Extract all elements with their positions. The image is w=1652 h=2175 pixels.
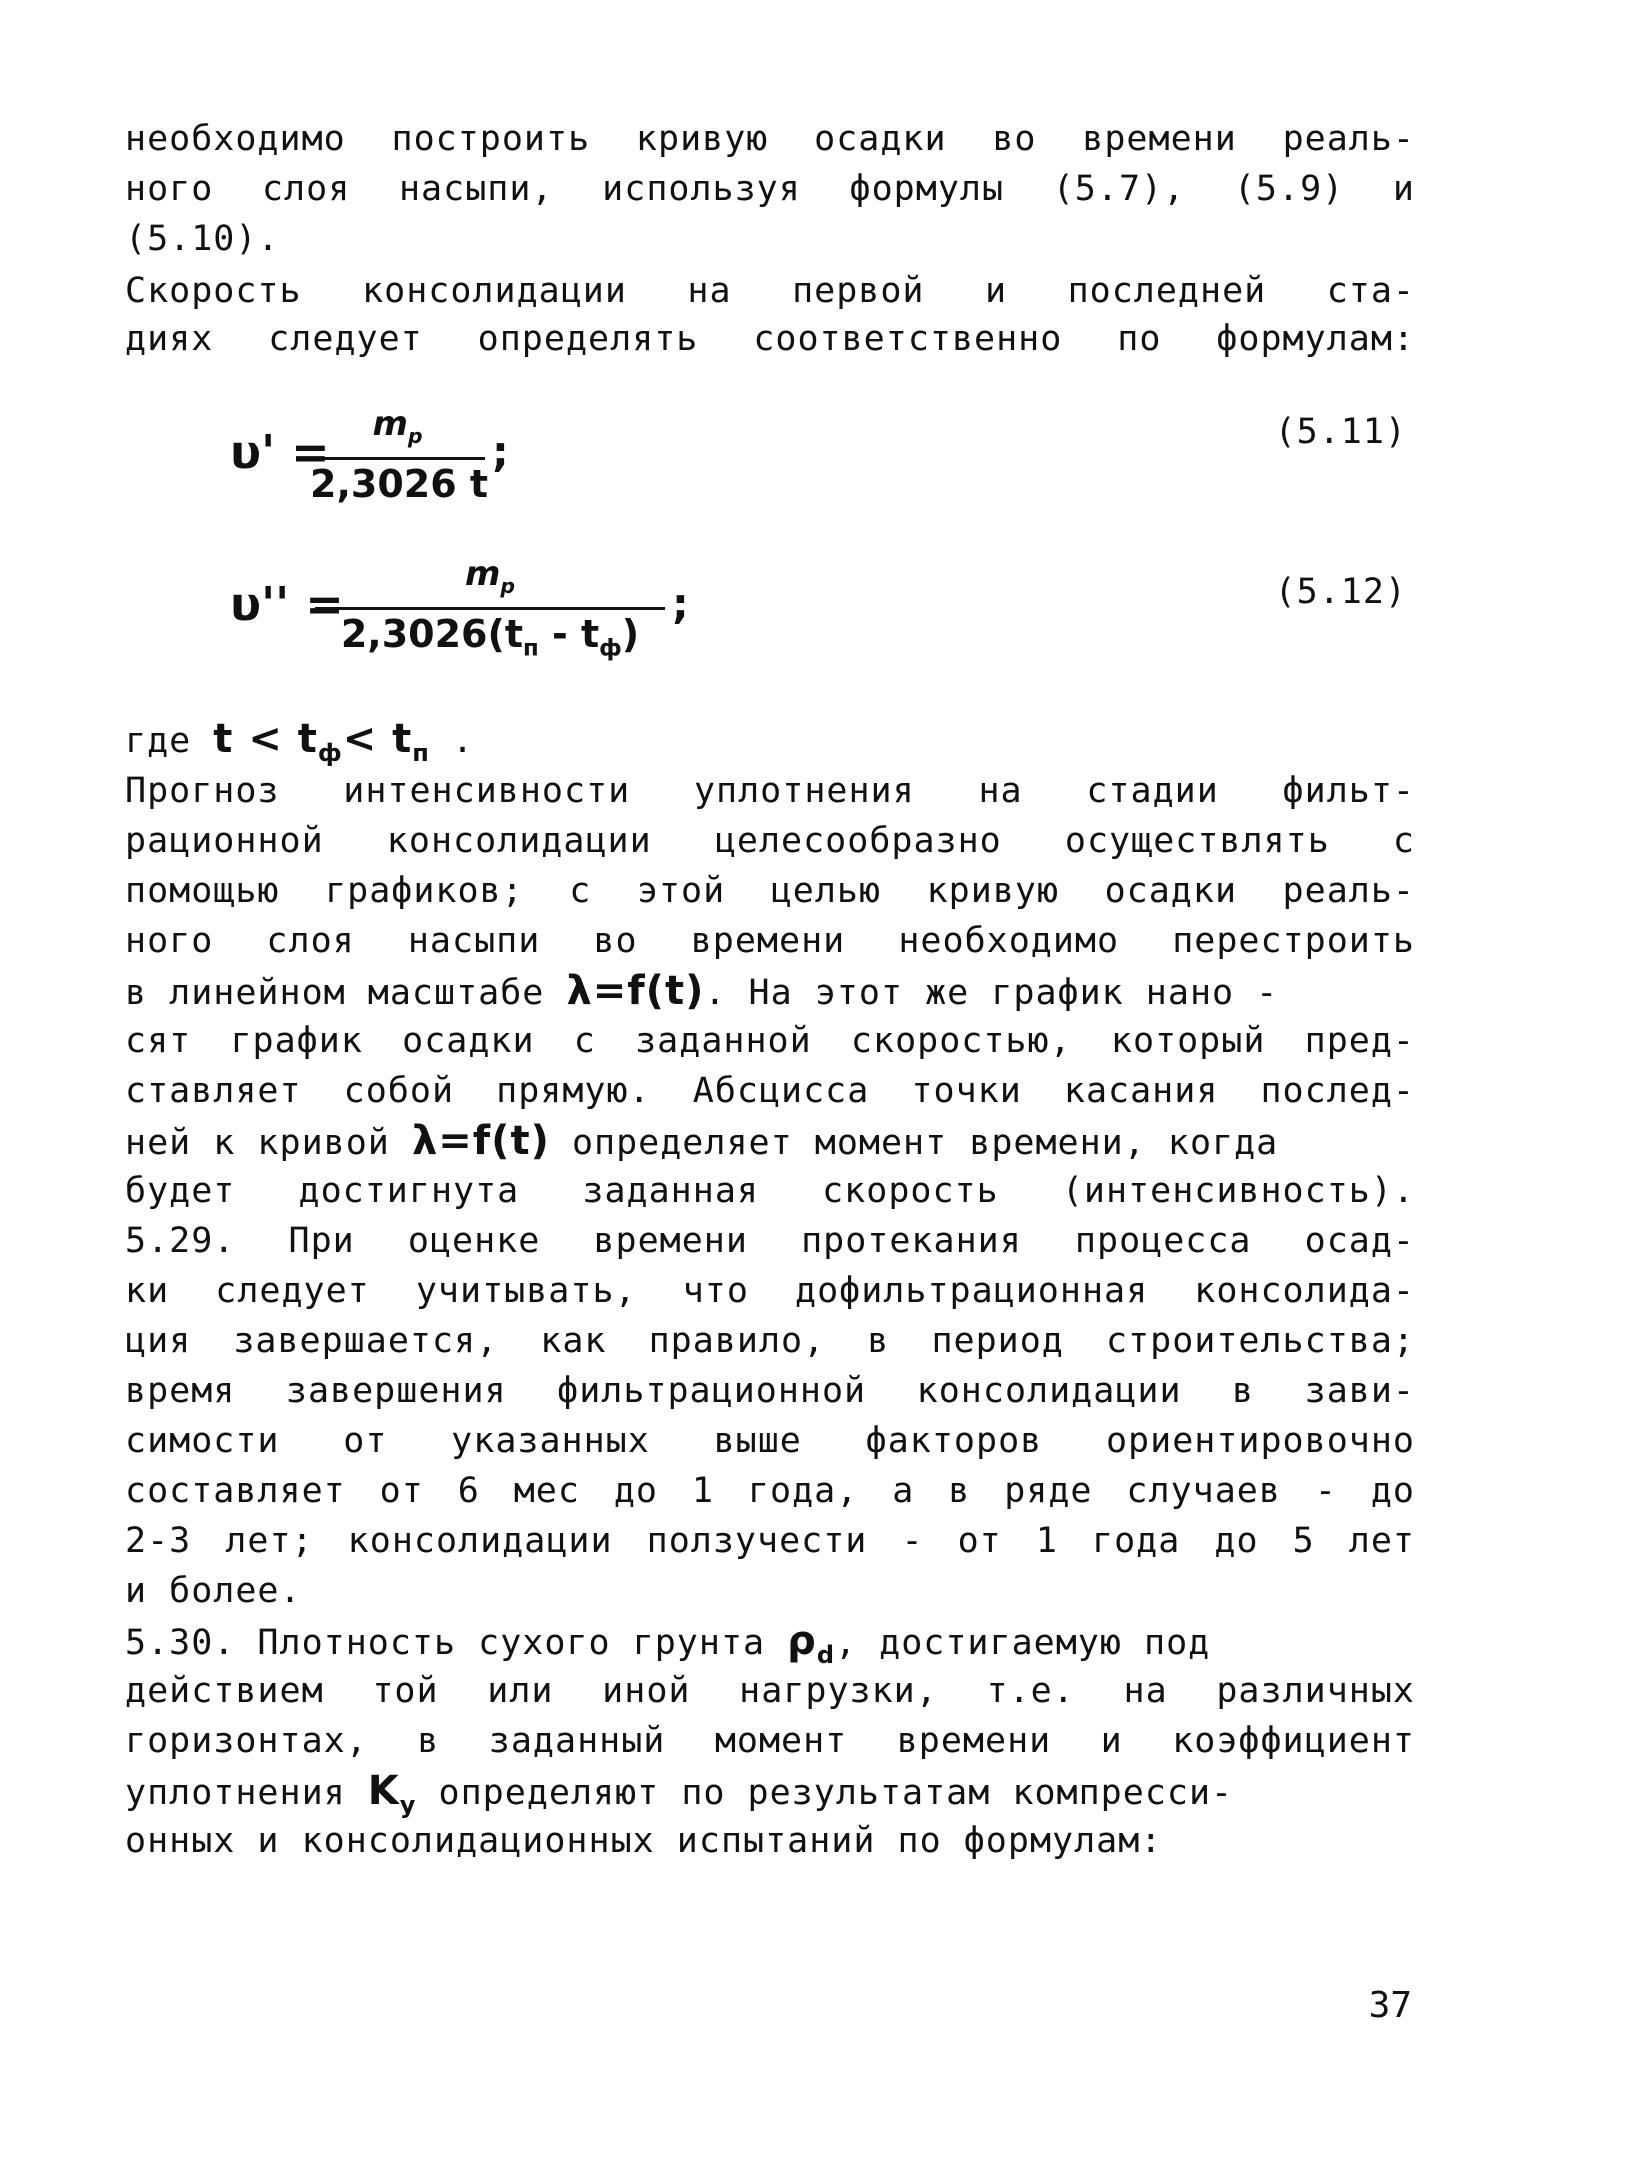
text-line — [125, 1620, 1415, 1676]
text-line: и более. — [125, 1571, 302, 1611]
text-line: помощью графиков; с этой целью кривую осадки реаль- — [125, 871, 1415, 911]
formula-5-11 — [230, 405, 530, 505]
text-fragment: в линейном масштабе — [125, 973, 545, 1013]
text-line: ки следует учитывать, что дофильтрационная консолида- — [125, 1271, 1415, 1311]
formula-inline — [367, 1768, 417, 1819]
where-prefix: где — [125, 721, 192, 761]
denominator-part: 2,3026(t — [340, 611, 523, 656]
text-line — [125, 970, 1415, 1014]
text-fragment: определяет момент времени, когда — [571, 1123, 1279, 1163]
text-line: ция завершается, как правило, в период строительства; — [125, 1321, 1415, 1361]
text-line: действием той или иной нагрузки, т.е. на различных — [125, 1671, 1415, 1711]
text-fragment: определяют по результатам компресси- — [438, 1773, 1234, 1813]
semicolon: ; — [492, 427, 509, 476]
denominator-part: - t — [538, 611, 600, 656]
fraction — [310, 404, 489, 506]
text-line: составляет от 6 мес до 1 года, а в ряде случаев - до — [125, 1471, 1415, 1511]
text-line: Скорость консолидации на первой и последней ста- — [125, 271, 1415, 311]
denominator-part: ) — [621, 611, 640, 656]
fraction — [315, 555, 665, 670]
text-line: симости от указанных выше факторов ориентировочно — [125, 1421, 1415, 1461]
formula-inline — [787, 1618, 835, 1669]
text-fragment: . На этот же график нано - — [704, 973, 1279, 1013]
formula-inline: λ=f(t) — [411, 1118, 550, 1164]
text-line: ного слоя насыпи во времени необходимо перестроить — [125, 921, 1415, 961]
denominator: 2,3026 t — [310, 461, 489, 506]
text-fragment: уплотнения — [125, 1773, 346, 1813]
symbol: K — [367, 1768, 400, 1814]
text-line: будет достигнута заданная скорость (интенсивность). — [125, 1171, 1415, 1211]
text-fragment: , достигаемую под — [835, 1623, 1211, 1663]
symbol-subscript: d — [816, 1641, 835, 1669]
formula-inline: λ=f(t) — [566, 968, 705, 1014]
condition-part: t < t — [213, 716, 318, 762]
fraction-bar — [310, 457, 485, 460]
where-line — [125, 718, 1415, 774]
denominator-subscript: п — [523, 635, 539, 662]
text-fragment: 5.30. Плотность сухого грунта — [125, 1623, 766, 1663]
condition-subscript: ф — [317, 739, 343, 767]
equation-number: (5.12) — [1274, 572, 1407, 612]
text-line: 2-3 лет; консолидации ползучести - от 1 года до 5 лет — [125, 1521, 1415, 1561]
symbol-subscript: у — [399, 1791, 417, 1819]
text-line: рационной консолидации целесообразно осуществлять с — [125, 821, 1415, 861]
condition-subscript: п — [412, 739, 430, 767]
text-line: сят график осадки с заданной скоростью, который пред- — [125, 1021, 1415, 1061]
text-line: Прогноз интенсивности уплотнения на стадии фильт- — [125, 771, 1415, 811]
formula-5-12 — [230, 554, 710, 662]
symbol: ρ — [787, 1618, 817, 1664]
text-line: ного слоя насыпи, используя формулы (5.7), (5.9) и — [125, 169, 1415, 209]
text-line: 5.29. При оценке времени протекания процесса осад- — [125, 1221, 1415, 1261]
text-fragment: ней к кривой — [125, 1123, 390, 1163]
where-suffix: . — [451, 721, 475, 761]
text-line: (5.10). — [125, 219, 280, 259]
numerator-subscript: р — [407, 423, 423, 448]
text-line: время завершения фильтрационной консолидации в зави- — [125, 1371, 1415, 1411]
formula-lhs: υ'' = — [230, 577, 344, 631]
text-line: необходимо построить кривую осадки во времени реаль- — [125, 119, 1415, 159]
equation-number: (5.11) — [1274, 412, 1407, 452]
text-line: диях следует определять соответственно по формулам: — [125, 319, 1415, 359]
text-line — [125, 1770, 1415, 1826]
text-line: ставляет собой прямую. Абсцисса точки касания послед- — [125, 1071, 1415, 1111]
numerator-subscript: р — [500, 573, 516, 598]
formula-lhs: υ' = — [230, 425, 330, 479]
page-number: 37 — [1368, 1985, 1412, 2026]
text-line — [125, 1120, 1415, 1164]
where-condition — [213, 716, 430, 767]
numerator: m — [372, 404, 408, 444]
text-line: горизонтах, в заданный момент времени и коэффициент — [125, 1721, 1415, 1761]
text-line: онных и консолидационных испытаний по формулам: — [125, 1821, 1163, 1861]
denominator — [315, 612, 665, 671]
fraction-bar — [315, 607, 665, 610]
denominator-subscript: ф — [599, 635, 622, 662]
condition-part: < t — [342, 716, 413, 762]
semicolon: ; — [672, 579, 689, 628]
numerator: m — [464, 554, 501, 594]
